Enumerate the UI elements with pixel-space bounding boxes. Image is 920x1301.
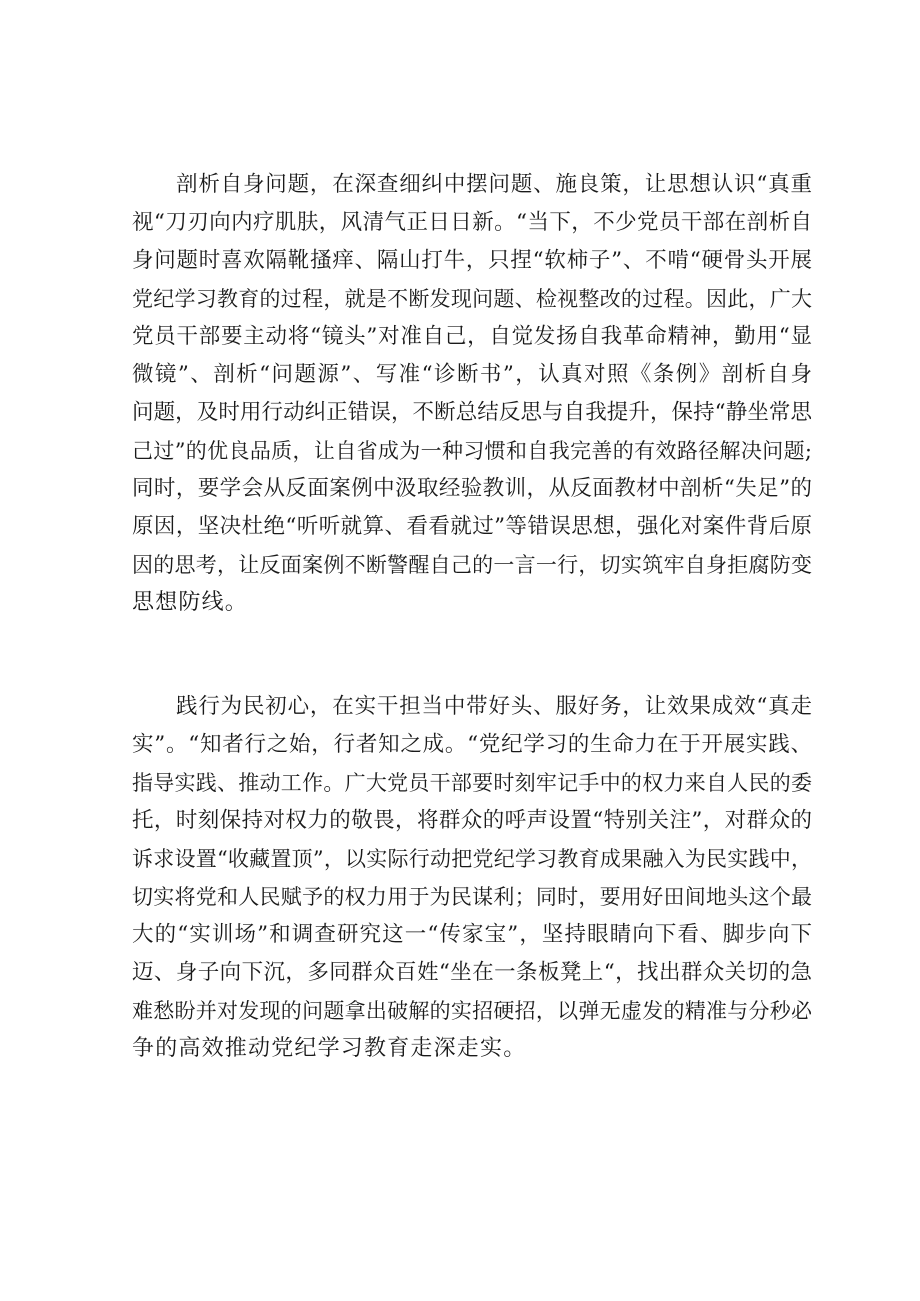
text-line: 身问题时喜欢隔靴搔痒、隔山打牛，只捏“软柿子”、不啃“硬骨头开展	[132, 248, 812, 273]
text-line: 因的思考，让反面案例不断警醒自己的一言一行，切实筑牢自身拒腐防变	[132, 553, 812, 577]
text-line: 实”。“知者行之始，行者知之成。“党纪学习的生命力在于开展实践、	[132, 732, 812, 757]
text-line: 托，时刻保持对权力的敬畏，将群众的呼声设置“特别关注”，对群众的	[132, 808, 812, 833]
text-line: 党纪学习教育的过程，就是不断发现问题、检视整改的过程。因此，广大	[132, 287, 812, 311]
text-line: 微镜”、剖析“问题源”、写准“诊断书”，认真对照《条例》剖析自身	[132, 362, 812, 387]
text-line: 问题，及时用行动纠正错误，不断总结反思与自我提升，保持“静坐常思	[132, 400, 812, 425]
text-line: 践行为民初心，在实干担当中带好头、服好务，让效果成效“真走	[176, 694, 812, 719]
text-line: 迈、身子向下沉，多同群众百姓“坐在一条板凳上“，找出群众关切的急	[132, 960, 812, 985]
text-line: 思想防线。	[132, 590, 249, 615]
text-line: 切实将党和人民赋予的权力用于为民谋利；同时，要用好田间地头这个最	[132, 885, 812, 909]
text-line: 诉求设置“收藏置顶”，以实际行动把党纪学习教育成果融入为民实践中，	[132, 847, 812, 871]
text-line: 大的“实训场”和调查研究这一“传家宝”，坚持眼睛向下看、脚步向下	[132, 922, 812, 947]
text-line: 剖析自身问题，在深查细纠中摆问题、施良策，让思想认识“真重	[176, 172, 812, 197]
text-line: 己过”的优良品质，让自省成为一种习惯和自我完善的有效路径解决问题;	[132, 439, 812, 463]
text-line: 同时，要学会从反面案例中汲取经验教训，从反面教材中剖析“失足”的	[132, 476, 812, 501]
text-line: 争的高效推动党纪学习教育走深走实。	[132, 1036, 527, 1061]
text-line: 原因，坚决杜绝“听听就算、看看就过”等错误思想，强化对案件背后原	[132, 514, 812, 539]
text-line: 指导实践、推动工作。广大党员干部要时刻牢记手中的权力来自人民的委	[132, 771, 812, 795]
text-line: 视“刀刃向内疗肌肤，风清气正日日新。“当下，不少党员干部在剖析自	[132, 210, 812, 235]
text-line: 党员干部要主动将“镜头”对准自己，自觉发扬自我革命精神，勤用“显	[132, 324, 812, 349]
text-line: 难愁盼并对发现的问题拿出破解的实招硬招，以弹无虚发的精准与分秒必	[132, 999, 812, 1023]
